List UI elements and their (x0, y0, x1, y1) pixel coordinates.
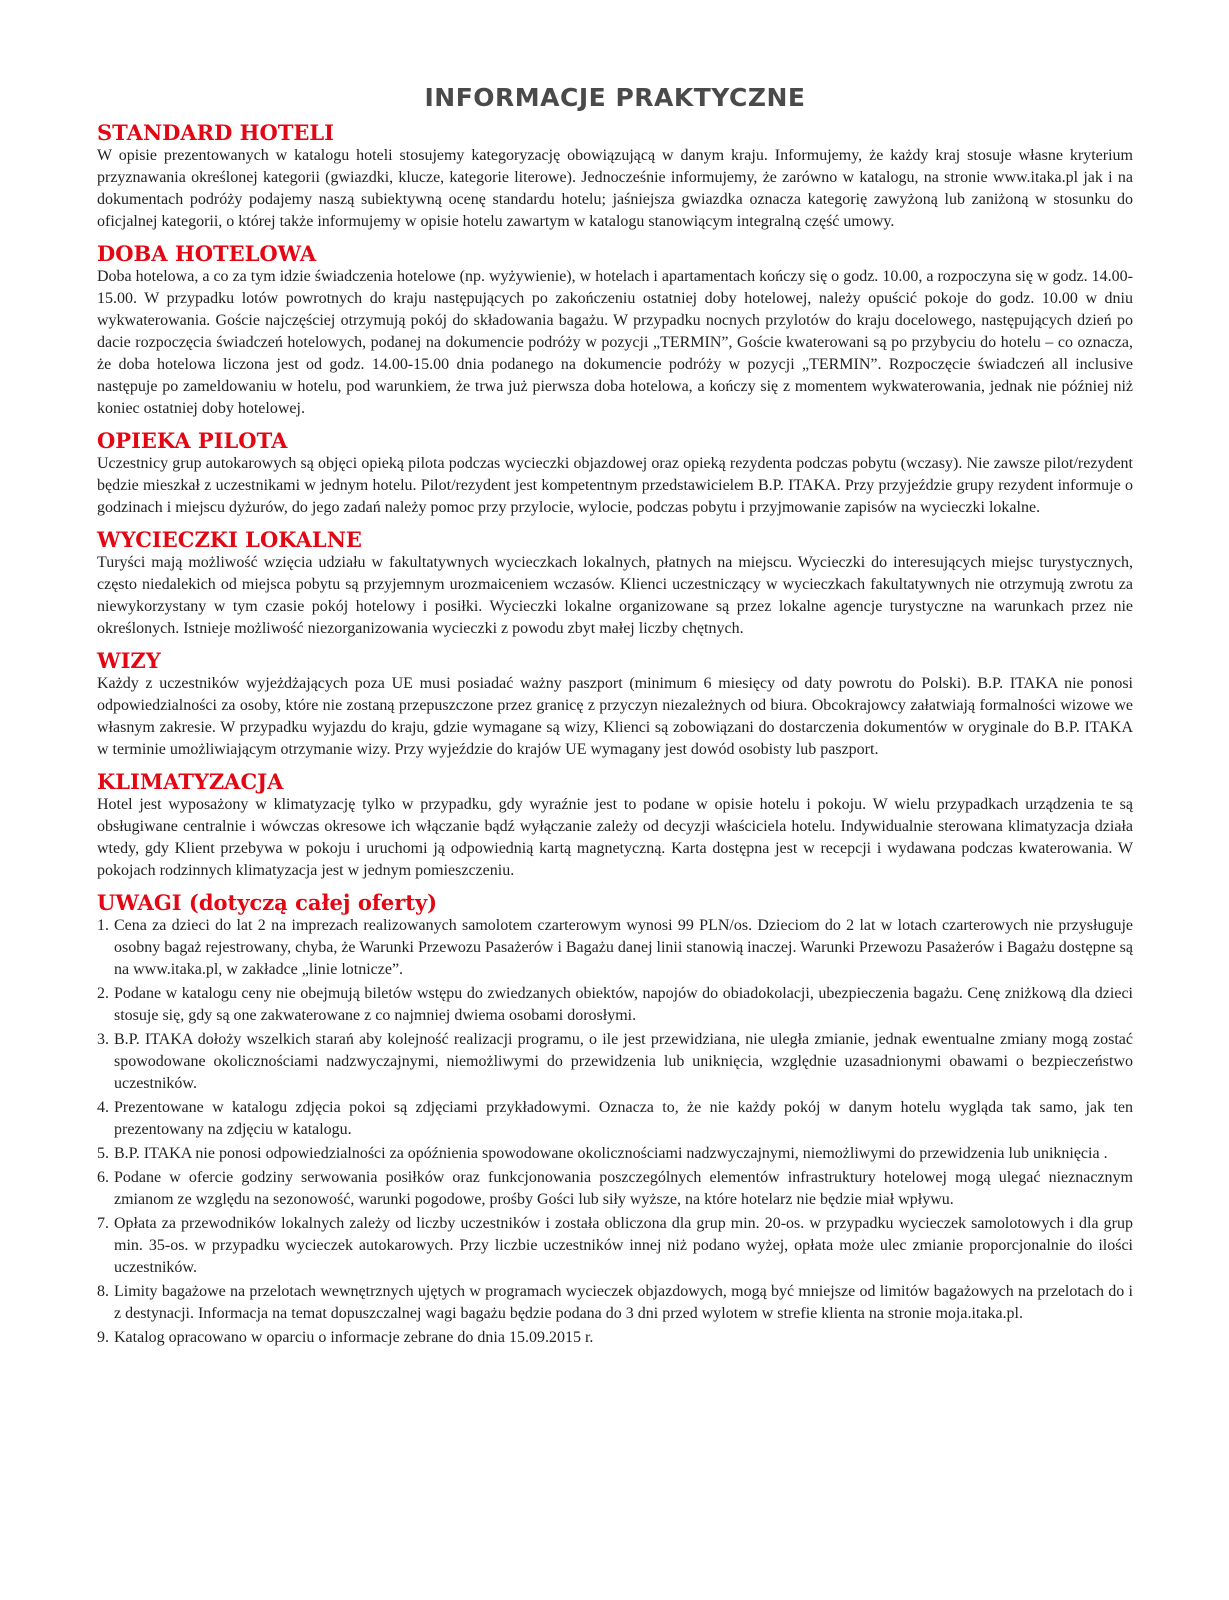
list-item (97, 1143, 1133, 1165)
list-item-text: Limity bagażowe na przelotach wewnętrznych ujętych w programach wycieczek objazdowych, mogą być mniejsze od limitów bagażowych na przelotach do i z destynacji. Informacja na temat dopuszczalnej wagi bagażu będzie podana do 3 dni przed wylotem w strefie klienta na stronie moja.itaka.pl. (114, 1282, 1133, 1322)
list-item (97, 915, 1133, 981)
section-body: Hotel jest wyposażony w klimatyzację tylko w przypadku, gdy wyraźnie jest to podane w opisie hotelu i pokoju. W wielu przypadkach urządzenia te są obsługiwane centralnie i wówczas okresowe ich włączanie bądź wyłączanie zależy od decyzji właściciela hotelu. Indywidualnie sterowana klimatyzacja działa wtedy, gdy Klient przebywa w pokoju i uruchomi ją odpowiednią kartą magnetyczną. Karta dostępna jest w recepcji i wydawana podczas kwaterowania. W pokojach rodzinnych klimatyzacja jest w jednym pomieszczeniu. (97, 795, 1133, 879)
list-item (97, 1167, 1133, 1211)
section-body: Turyści mają możliwość wzięcia udziału w fakultatywnych wycieczkach lokalnych, płatnych na miejscu. Wycieczki do interesujących miejsc turystycznych, często niedalekich od miejsca pobytu są przyjemnym urozmaiceniem wczasów. Klienci uczestniczący w wycieczkach fakultatywnych nie otrzymują zwrotu za niewykorzystany w tym czasie pokój hotelowy i posiłki. Wycieczki lokalne organizowane są przez lokalne agencje turystyczne na warunkach przez nie określonych. Istnieje możliwość niezorganizowania wycieczki z powodu zbyt małej liczby chętnych. (97, 553, 1133, 637)
section-uwagi (97, 890, 1133, 1349)
section-heading: WIZY (97, 647, 161, 673)
section-standard-hoteli (97, 120, 1133, 233)
section-wizy (97, 648, 1133, 761)
section-body: W opisie prezentowanych w katalogu hoteli stosujemy kategoryzację obowiązującą w danym kraju. Informujemy, że każdy kraj stosuje własne kryterium przyznawania określonej kategorii (gwiazdki, klucze, kategorie literowe). Jednocześnie informujemy, że zarówno w katalogu, na stronie www.itaka.pl jak i na dokumentach podróży podajemy naszą subiektywną ocenę standardu hotelu; jaśniejsza gwiazdka oznacza kategorię zawyżoną lub zaniżoną w stosunku do oficjalnej kategorii, o której także informujemy w opisie hotelu zawartym w katalogu stanowiącym integralną część umowy. (97, 146, 1133, 230)
section-heading: STANDARD HOTELI (97, 119, 334, 145)
list-item-text: Opłata za przewodników lokalnych zależy od liczby uczestników i została obliczona dla grup min. 20-os. w przypadku wycieczek samolotowych i dla grup min. 35-os. w przypadku wycieczek autokarowych. Przy liczbie uczestników innej niż podano wyżej, opłata może ulec zmianie proporcjonalnie do ilości uczestników. (114, 1214, 1133, 1276)
list-item-text: Prezentowane w katalogu zdjęcia pokoi są zdjęciami przykładowymi. Oznacza to, że nie każdy pokój w danym hotelu wygląda tak samo, jak ten prezentowany na zdjęciu w katalogu. (114, 1098, 1133, 1138)
list-item-number: 4. (97, 1098, 109, 1116)
section-doba-hotelowa (97, 241, 1133, 420)
list-item-text: B.P. ITAKA nie ponosi odpowiedzialności za opóźnienia spowodowane okolicznościami nadzwyczajnymi, niemożliwymi do przewidzenia lub uniknięcia . (114, 1144, 1108, 1162)
section-body: Każdy z uczestników wyjeżdżających poza UE musi posiadać ważny paszport (minimum 6 miesięcy od daty powrotu do Polski). B.P. ITAKA nie ponosi odpowiedzialności za osoby, które nie zostaną przepuszczone przez granicę z przyczyn niezależnych od biura. Obcokrajowcy załatwiają formalności wizowe we własnym zakresie. W przypadku wyjazdu do kraju, gdzie wymagane są wizy, Klienci są zobowiązani do dostarczenia dokumentów w oryginale do B.P. ITAKA w terminie umożliwiającym otrzymanie wizy. Przy wyjeździe do krajów UE wymagany jest dowód osobisty lub paszport. (97, 674, 1133, 758)
list-item (97, 1213, 1133, 1279)
section-wycieczki-lokalne (97, 527, 1133, 640)
section-heading: WYCIECZKI LOKALNE (97, 526, 362, 552)
list-item (97, 1327, 1133, 1349)
page-content (97, 84, 1133, 1357)
section-klimatyzacja (97, 769, 1133, 882)
section-body: Uczestnicy grup autokarowych są objęci opieką pilota podczas wycieczki objazdowej oraz opieką rezydenta podczas pobytu (wczasy). Nie zawsze pilot/rezydent będzie mieszkał z uczestnikami w jednym hotelu. Pilot/rezydent jest kompetentnym przedstawicielem B.P. ITAKA. Przy przyjeździe grupy rezydent informuje o godzinach i miejscu dyżurów, do jego zadań należy pomoc przy przylocie, wylocie, podczas pobytu i przyjmowanie zapisów na wycieczki lokalne. (97, 454, 1133, 516)
section-heading: UWAGI (dotyczą całej oferty) (97, 889, 438, 915)
list-item (97, 983, 1133, 1027)
section-heading: KLIMATYZACJA (97, 768, 284, 794)
list-item-number: 1. (97, 916, 109, 934)
notes-list (97, 915, 1133, 1349)
list-item-text: Katalog opracowano w oparciu o informacje zebrane do dnia 15.09.2015 r. (114, 1328, 594, 1346)
list-item-number: 3. (97, 1030, 109, 1048)
section-opieka-pilota (97, 428, 1133, 519)
section-body: Doba hotelowa, a co za tym idzie świadczenia hotelowe (np. wyżywienie), w hotelach i apartamentach kończy się o godz. 10.00, a rozpoczyna się w godz. 14.00-15.00. W przypadku lotów powrotnych do kraju następujących po zakończeniu ostatniej doby hotelowej, należy opuścić pokoje do godz. 10.00 w dniu wykwaterowania. Goście najczęściej otrzymują pokój do składowania bagażu. W przypadku nocnych przylotów do kraju docelowego, następujących dzień po dacie rozpoczęcia świadczeń hotelowych, podanej na dokumencie podróży w pozycji „TERMIN”, Goście kwaterowani są po przybyciu do hotelu – co oznacza, że doba hotelowa liczona jest od godz. 14.00-15.00 dnia podanego na dokumencie podróży w pozycji „TERMIN”. Rozpoczęcie świadczeń all inclusive następuje po zameldowaniu w hotelu, pod warunkiem, że trwa już pierwsza doba hotelowa, a kończy się z momentem wykwaterowania, jednak nie później niż koniec ostatniej doby hotelowej. (97, 267, 1133, 417)
list-item-number: 5. (97, 1144, 109, 1162)
list-item-text: Podane w katalogu ceny nie obejmują biletów wstępu do zwiedzanych obiektów, napojów do obiadokolacji, ubezpieczenia bagażu. Cenę zniżkową dla dzieci stosuje się, gdy są one zakwaterowane z co najmniej dwiema osobami dorosłymi. (114, 984, 1133, 1024)
list-item-number: 2. (97, 984, 109, 1002)
section-heading: OPIEKA PILOTA (97, 427, 288, 453)
list-item-text: Cena za dzieci do lat 2 na imprezach realizowanych samolotem czarterowym wynosi 99 PLN/os. Dzieciom do 2 lat w lotach czarterowych nie przysługuje osobny bagaż rejestrowany, chyba, że Warunki Przewozu Pasażerów i Bagażu danej linii stanowią inaczej. Warunki Przewozu Pasażerów i Bagażu dostępne są na www.itaka.pl, w zakładce „linie lotnicze”. (114, 916, 1133, 978)
list-item (97, 1097, 1133, 1141)
list-item-number: 8. (97, 1282, 109, 1300)
section-heading: DOBA HOTELOWA (97, 240, 317, 266)
list-item-number: 7. (97, 1214, 109, 1232)
list-item (97, 1281, 1133, 1325)
list-item-text: B.P. ITAKA dołoży wszelkich starań aby kolejność realizacji programu, o ile jest przewidziana, nie uległa zmianie, jednak ewentualne zmiany mogą zostać spowodowane okolicznościami nadzwyczajnymi, niemożliwymi do przewidzenia lub uniknięcia, względnie uzasadnionymi obawami o bezpieczeństwo uczestników. (114, 1030, 1133, 1092)
list-item-text: Podane w ofercie godziny serwowania posiłków oraz funkcjonowania poszczególnych elementów infrastruktury hotelowej mogą ulegać nieznacznym zmianom ze względu na sezonowość, warunki pogodowe, prośby Gości lub siły wyższe, na które hotelarz nie będzie miał wpływu. (114, 1168, 1133, 1208)
list-item-number: 9. (97, 1328, 109, 1346)
list-item (97, 1029, 1133, 1095)
list-item-number: 6. (97, 1168, 109, 1186)
page-title: INFORMACJE PRAKTYCZNE (424, 83, 806, 112)
